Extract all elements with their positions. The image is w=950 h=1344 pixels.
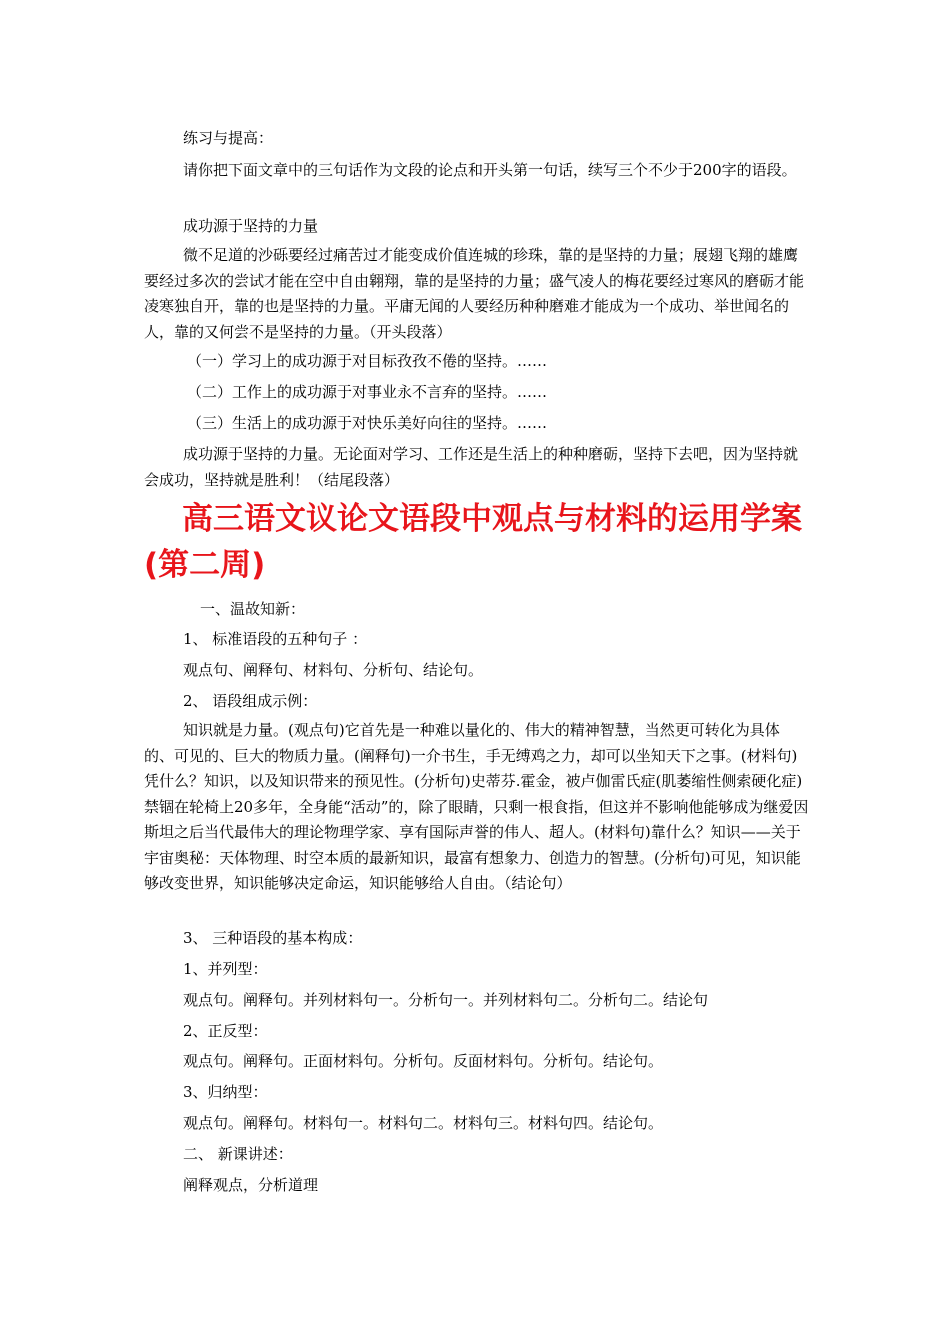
- type-inductive-body: 观点句。阐释句。材料句一。材料句二。材料句三。材料句四。结论句。: [183, 1114, 664, 1132]
- type-contrast-body: 观点句。阐释句。正面材料句。分析句。反面材料句。分析句。结论句。: [183, 1052, 664, 1070]
- essay-opening-paragraph: 微不足道的沙砾要经过痛苦过才能变成价值连城的珍珠，靠的是坚持的力量；展翅飞翔的雄鹰要经过多次的尝试才能在空中自由翱翔，靠的是坚持的力量；盛气凌人的梅花要经过寒风的磨砺才能凌寒独自开，靠的也是坚持的力量。平庸无闻的人要经历种种磨难才能成为一个成功、举世闻名的人，靠的又何尝不是坚持的力量。（开头段落）: [144, 246, 805, 341]
- essay-point-3: （三）生活上的成功源于对快乐美好向往的坚持。……: [187, 414, 548, 432]
- example-paragraph: 知识就是力量。(观点句)它首先是一种难以量化的、伟大的精神智慧，当然更可转化为具体的、可见的、巨大的物质力量。(阐释句)一介书生，手无缚鸡之力，却可以坐知天下之事。(材料句)凭什么？知识，以及知识带来的预见性。(分析句)史蒂芬.霍金，被卢伽雷氏症(肌萎缩性侧索硬化症)禁锢在轮椅上20多年，全身能“活动”的，除了眼睛，只剩一根食指，但这并不影响他能够成为继爱因斯坦之后当代最伟大的理论物理学家、享有国际声誉的伟人、超人。(材料句)靠什么？知识——关于宇宙奥秘：天体物理、时空本质的最新知识，最富有想象力、创造力的智慧。(分析句)可见，知识能够改变世界，知识能够决定命运，知识能够给人自由。（结论句）: [144, 721, 809, 892]
- type-inductive-heading: 3、归纳型：: [183, 1083, 268, 1101]
- new-lesson-subheading: 阐释观点，分析道理: [183, 1176, 319, 1194]
- essay-ending-paragraph: 成功源于坚持的力量。无论面对学习、工作还是生活上的种种磨砺，坚持下去吧，因为坚持就会成功，坚持就是胜利！（结尾段落）: [144, 445, 799, 489]
- review-item-1-body: 观点句、阐释句、材料句、分析句、结论句。: [183, 661, 484, 679]
- type-parallel-heading: 1、并列型：: [183, 960, 268, 978]
- section-review-heading: 一、温故知新：: [200, 600, 306, 618]
- page-title: 高三语文议论文语段中观点与材料的运用学案(第二周): [144, 501, 802, 583]
- essay-point-1: （一）学习上的成功源于对目标孜孜不倦的坚持。……: [187, 352, 548, 370]
- review-item-3-heading: 3、 三种语段的基本构成：: [183, 929, 363, 947]
- essay-title: 成功源于坚持的力量: [183, 217, 319, 235]
- essay-point-2: （二）工作上的成功源于对事业永不言弃的坚持。……: [187, 383, 548, 401]
- review-item-1-heading: 1、 标准语段的五种句子 ：: [183, 630, 368, 648]
- type-parallel-body: 观点句。阐释句。并列材料句一。分析句一。并列材料句二。分析句二。结论句: [183, 991, 709, 1009]
- section-new-lesson-heading: 二、 新课讲述：: [183, 1145, 293, 1163]
- practice-heading: 练习与提高：: [183, 129, 274, 147]
- type-contrast-heading: 2、正反型：: [183, 1022, 268, 1040]
- review-item-2-heading: 2、 语段组成示例：: [183, 692, 318, 710]
- practice-instruction: 请你把下面文章中的三句话作为文段的论点和开头第一句话，续写三个不少于200字的语段。: [183, 161, 797, 179]
